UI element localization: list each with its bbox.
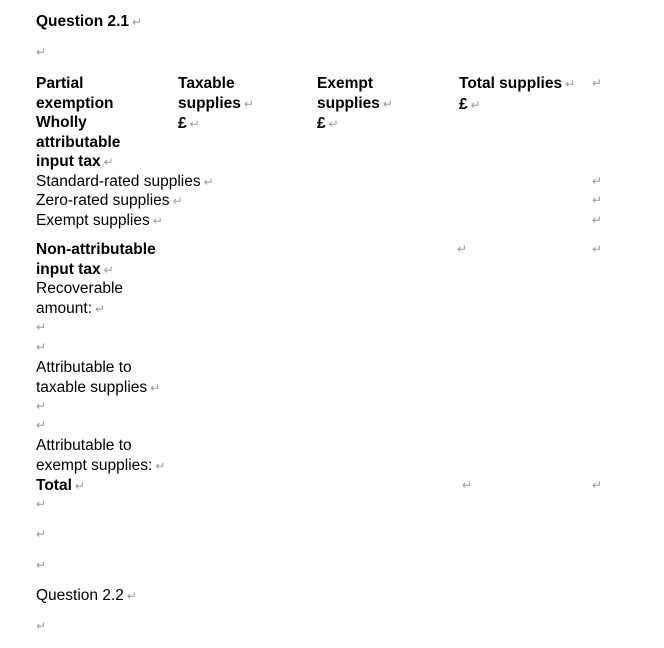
paragraph-mark-icon: ↵ [74, 479, 85, 493]
paragraph-mark-icon: ↵ [36, 619, 47, 633]
header-col2-line2: supplies [178, 94, 241, 112]
row-standard-rated [36, 172, 214, 193]
paragraph-mark-icon: ↵ [36, 45, 47, 59]
recoverable-line1: Recoverable [36, 280, 124, 297]
attributable-taxable-line1: Attributable to [36, 359, 132, 376]
paragraph-mark-icon: ↵ [592, 193, 603, 207]
paragraph-mark-icon: ↵ [382, 96, 393, 111]
paragraph-mark-icon: ↵ [565, 77, 576, 91]
recoverable-amount [36, 279, 123, 319]
paragraph-mark-icon: ↵ [155, 458, 166, 473]
header-exempt-supplies [317, 74, 393, 135]
paragraph-mark-icon: ↵ [150, 380, 161, 395]
header-col3-currency: £ [317, 115, 326, 132]
row-exempt-label: Exempt supplies [36, 212, 150, 229]
row-exempt [36, 211, 163, 232]
question-2-2-text: Question 2.2 [36, 587, 124, 604]
paragraph-mark-icon: ↵ [36, 320, 47, 334]
wholly-line2: attributable [36, 133, 121, 151]
header-col4-currency: £ [459, 95, 468, 113]
paragraph-mark-icon: ↵ [592, 242, 603, 256]
total-row [36, 476, 85, 497]
wholly-line3: input tax [36, 153, 101, 170]
wholly-line1: Wholly [36, 114, 87, 131]
paragraph-mark-icon: ↵ [36, 340, 47, 354]
row-zero-rated-label: Zero-rated supplies [36, 192, 170, 209]
paragraph-mark-icon: ↵ [36, 497, 47, 511]
paragraph-mark-icon: ↵ [592, 213, 603, 227]
paragraph-mark-icon: ↵ [126, 589, 137, 603]
paragraph-mark-icon: ↵ [36, 399, 47, 413]
paragraph-mark-icon: ↵ [36, 418, 47, 432]
paragraph-mark-icon: ↵ [592, 76, 603, 90]
paragraph-mark-icon: ↵ [457, 242, 468, 256]
attributable-taxable-line2: taxable supplies [36, 378, 148, 396]
paragraph-mark-icon: ↵ [470, 97, 481, 112]
header-col4-line1: Total supplies [459, 75, 563, 92]
paragraph-mark-icon: ↵ [243, 96, 254, 111]
paragraph-mark-icon: ↵ [103, 262, 114, 277]
paragraph-mark-icon: ↵ [95, 301, 106, 316]
paragraph-mark-icon: ↵ [189, 117, 200, 131]
paragraph-mark-icon: ↵ [103, 155, 114, 169]
attributable-taxable [36, 358, 160, 398]
attributable-exempt [36, 436, 165, 476]
section-wholly-attributable [36, 113, 120, 173]
attributable-exempt-line2: exempt supplies: [36, 456, 153, 474]
question-2-1-heading [36, 12, 142, 33]
header-partial-exemption [36, 74, 114, 113]
header-col2-line1: Taxable [178, 75, 235, 92]
header-col3-line2: supplies [317, 94, 380, 112]
question-2-2-heading [36, 586, 137, 607]
non-attributable-line1: Non-attributable [36, 241, 156, 258]
paragraph-mark-icon: ↵ [592, 478, 603, 492]
paragraph-mark-icon: ↵ [172, 194, 183, 208]
total-label: Total [36, 477, 72, 494]
paragraph-mark-icon: ↵ [328, 117, 339, 131]
header-col1-line2: exemption [36, 94, 114, 112]
paragraph-mark-icon: ↵ [36, 558, 47, 572]
recoverable-line2: amount: [36, 299, 93, 317]
paragraph-mark-icon: ↵ [152, 214, 163, 228]
attributable-exempt-line1: Attributable to [36, 437, 132, 454]
paragraph-mark-icon: ↵ [592, 174, 603, 188]
header-col3-line1: Exempt [317, 75, 373, 92]
header-col2-currency: £ [178, 115, 187, 132]
row-standard-rated-label: Standard-rated supplies [36, 173, 201, 190]
question-2-1-text: Question 2.1 [36, 13, 130, 30]
section-non-attributable [36, 240, 156, 280]
paragraph-mark-icon: ↵ [462, 478, 473, 492]
row-zero-rated [36, 191, 183, 212]
paragraph-mark-icon: ↵ [132, 15, 143, 29]
header-taxable-supplies [178, 74, 254, 135]
paragraph-mark-icon: ↵ [36, 527, 47, 541]
header-col1-line1: Partial [36, 75, 84, 92]
paragraph-mark-icon: ↵ [203, 175, 214, 189]
non-attributable-line2: input tax [36, 260, 101, 278]
header-total-supplies [459, 74, 575, 115]
